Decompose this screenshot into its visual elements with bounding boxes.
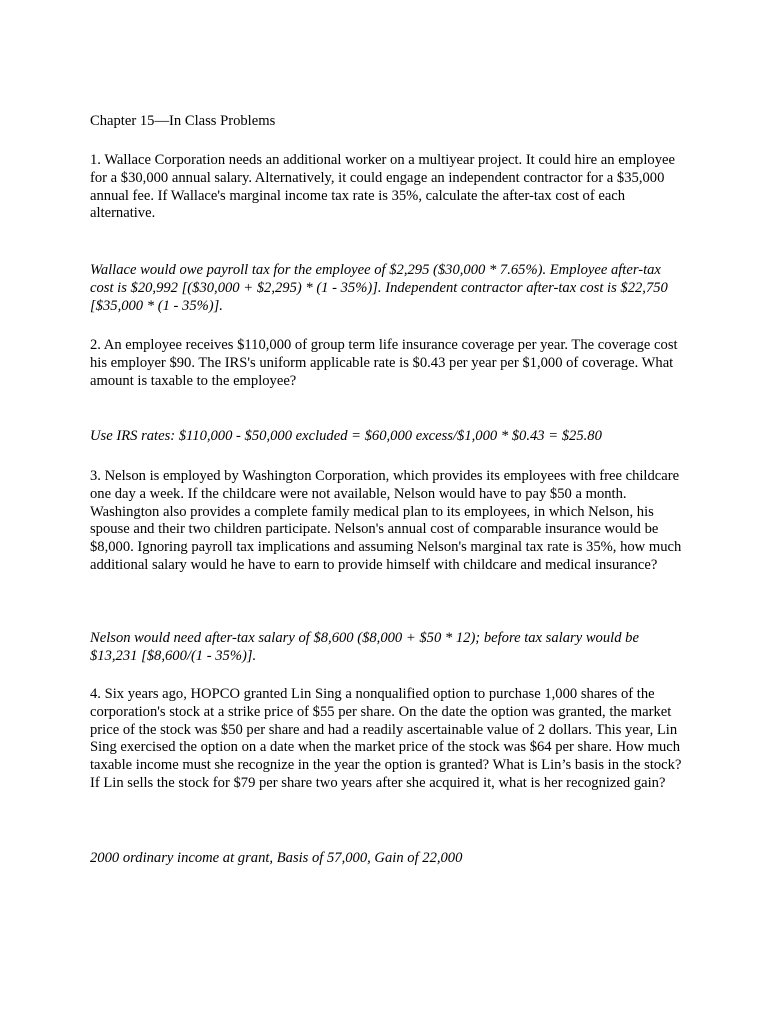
problem-3-question: 3. Nelson is employed by Washington Corporation, which provides its employees with free childcare one day a week. If the childcare were not available, Nelson would have to pay $50 a month. Washington also provides a complete family medical plan to its employees, in which Nelson, his spouse and their two children participate. Nelson's annual cost of comparable insurance would be $8,000. Ignoring payroll tax implications and assuming Nelson's marginal tax rate is 35%, how much additional salary would he have to earn to provide himself with childcare and medical insurance? [90, 468, 682, 573]
document-title: Chapter 15—In Class Problems [90, 113, 276, 129]
problem-2-question: 2. An employee receives $110,000 of group term life insurance coverage per year. The coverage cost his employer $90. The IRS's uniform applicable rate is $0.43 per year per $1,000 of coverage. What amount is taxable to the employee? [90, 337, 678, 389]
problem-1-answer: Wallace would owe payroll tax for the employee of $2,295 ($30,000 * 7.65%). Employee after-tax cost is $20,992 [($30,000 + $2,295) * (1 - 35%)]. Independent contractor after-tax cost is $22,750 [$35,000 * (1 - 35%)]. [90, 262, 668, 314]
problem-4-answer: 2000 ordinary income at grant, Basis of 57,000, Gain of 22,000 [90, 850, 463, 866]
problem-3-answer: Nelson would need after-tax salary of $8,600 ($8,000 + $50 * 12); before tax salary would be $13,231 [$8,600/(1 - 35%)]. [90, 630, 639, 664]
problem-4-question: 4. Six years ago, HOPCO granted Lin Sing a nonqualified option to purchase 1,000 shares of the corporation's stock at a strike price of $55 per share. On the date the option was granted, the market price of the stock was $50 per share and had a readily ascertainable value of 2 dollars. This year, Lin Sing exercised the option on a date when the market price of the stock was $64 per share. How much taxable income must she recognize in the year the option is granted? What is Lin’s basis in the stock? If Lin sells the stock for $79 per share two years after she acquired it, what is her recognized gain? [90, 686, 682, 791]
problem-1-question: 1. Wallace Corporation needs an additional worker on a multiyear project. It could hire an employee for a $30,000 annual salary. Alternatively, it could engage an independent contractor for a $35,000 annual fee. If Wallace's marginal income tax rate is 35%, calculate the after-tax cost of each alternative. [90, 152, 675, 222]
problem-2-answer: Use IRS rates: $110,000 - $50,000 excluded = $60,000 excess/$1,000 * $0.43 = $25.80 [90, 428, 602, 444]
